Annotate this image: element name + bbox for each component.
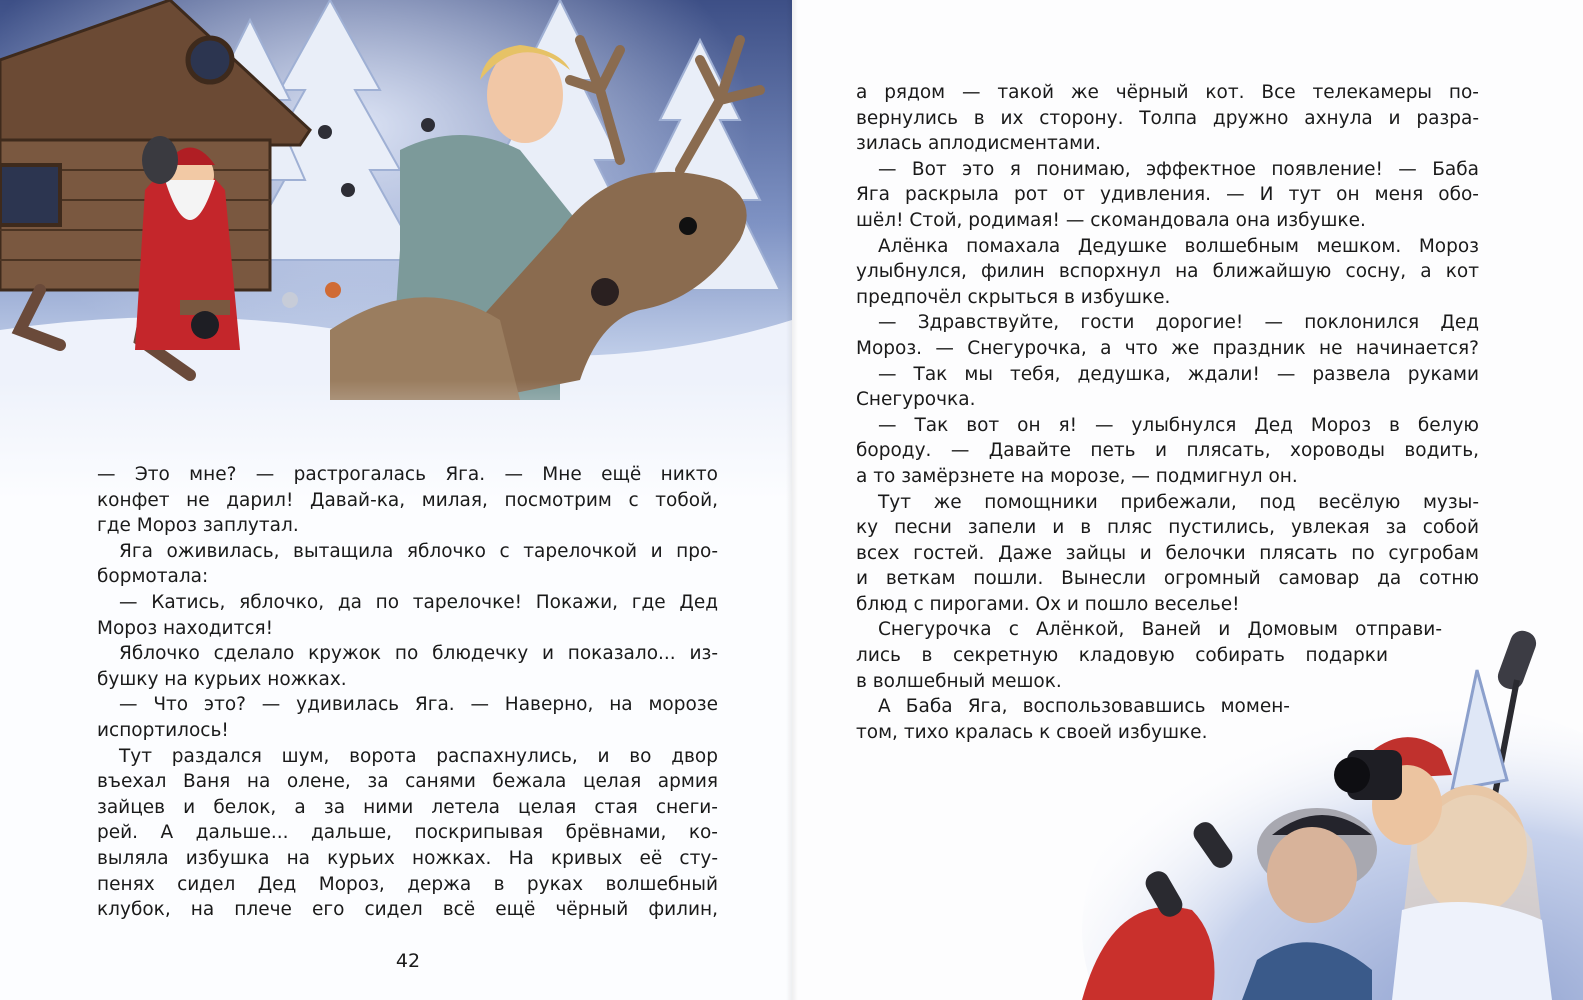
text-line: лись в секретную кладовую собирать подарки	[856, 645, 1388, 667]
text-line: Тут же помощники прибежали, под весёлую музы-	[878, 491, 1479, 513]
squirrel-figure	[325, 282, 341, 298]
owl-figure	[142, 136, 178, 184]
text-line: бушку на курьих ножках.	[97, 668, 347, 690]
text-line: ку песни запели и в пляс пустились, увлекая за собой	[856, 517, 1479, 539]
press-crowd-illustration	[1072, 600, 1583, 1000]
text-line: зилась аплодисментами.	[856, 133, 1101, 155]
text-line: Алёнка помахала Дедушке волшебным мешком. Мороз	[878, 235, 1479, 257]
text-line: том, тихо кралась к своей избушке.	[856, 721, 1208, 743]
text-line: и веткам пошли. Вынесли огромный самовар да сотню	[856, 568, 1479, 590]
text-line: — Здравствуйте, гости дорогие! — поклонился Дед	[878, 312, 1479, 334]
text-line: зайцев и белок, а за ними летела целая стая снеги-	[97, 796, 718, 818]
text-line: улыбнулся, филин вспорхнул на ближайшую сосну, а кот	[856, 261, 1479, 283]
right-page	[792, 0, 1583, 1000]
text-line: где Мороз заплутал.	[97, 515, 299, 537]
text-line: рей. А дальше... дальше, поскрипывая брёвнами, ко-	[97, 822, 718, 844]
text-line: а рядом — такой же чёрный кот. Все телекамеры по-	[856, 82, 1479, 103]
text-line: Яблочко сделало кружок по блюдечку и показало... из-	[119, 643, 718, 665]
text-line: Яга оживилась, вытащила яблочко с тарелочкой и про-	[119, 540, 718, 562]
text-line: А Баба Яга, воспользовавшись момен-	[878, 696, 1290, 718]
page-number: 42	[395, 950, 421, 972]
text-line: — Катись, яблочко, да по тарелочке! Покажи, где Дед	[119, 591, 718, 613]
rabbit-figure	[282, 292, 298, 308]
text-line: — Так вот он я! — улыбнулся Дед Мороз в белую	[878, 414, 1479, 436]
text-line: испортилось!	[97, 719, 229, 741]
text-line: бороду. — Давайте петь и плясать, хороводы водить,	[856, 440, 1479, 462]
text-line: всех гостей. Даже зайцы и белочки плясать по сугробам	[856, 542, 1479, 564]
text-line: выляла избушка на курьих ножках. На кривых её сту-	[97, 847, 718, 869]
text-line: Мороз. — Снегурочка, а что же праздник не начинается?	[856, 337, 1479, 359]
left-page-text	[97, 462, 718, 923]
text-line: — Что это? — удивилась Яга. — Наверно, на морозе	[119, 694, 718, 716]
book-gutter	[786, 0, 798, 1000]
text-line: клубок, на плече его сидел всё ещё чёрный филин,	[97, 899, 718, 921]
text-line: Тут раздался шум, ворота распахнулись, и во двор	[119, 745, 718, 767]
winter-reindeer-illustration	[0, 0, 792, 500]
text-line: шёл! Стой, родимая! — скомандовала она избушке.	[856, 209, 1366, 231]
text-line: Мороз находится!	[97, 617, 274, 639]
text-line: — Это мне? — растрогалась Яга. — Мне ещё никто	[97, 464, 718, 485]
text-line: бормотала:	[97, 566, 209, 588]
text-line: — Так мы тебя, дедушка, ждали! — развела руками	[878, 363, 1479, 385]
text-line: вернулись в их сторону. Толпа дружно ахнула и разра-	[856, 107, 1479, 129]
text-line: блюд с пирогами. Ох и пошло веселье!	[856, 593, 1240, 615]
text-line: Снегурочка.	[856, 389, 976, 411]
text-line: предпочёл скрыться в избушке.	[856, 286, 1171, 308]
text-line: — Вот это я понимаю, эффектное появление! — Баба	[878, 158, 1479, 180]
text-line: конфет не дарил! Давай-ка, милая, посмотрим с тобой,	[97, 489, 718, 511]
text-line: Яга раскрыла рот от удивления. — И тут он меня обо-	[856, 184, 1479, 206]
text-line: въехал Ваня на олене, за санями бежала целая армия	[97, 771, 718, 793]
text-line: в волшебный мешок.	[856, 670, 1062, 692]
text-line: а то замёрзнете на морозе, — подмигнул он.	[856, 465, 1298, 487]
text-line: пенях сидел Дед Мороз, держа в руках волшебный	[97, 873, 718, 895]
text-line: Снегурочка с Алёнкой, Ваней и Домовым отправи-	[878, 619, 1442, 641]
